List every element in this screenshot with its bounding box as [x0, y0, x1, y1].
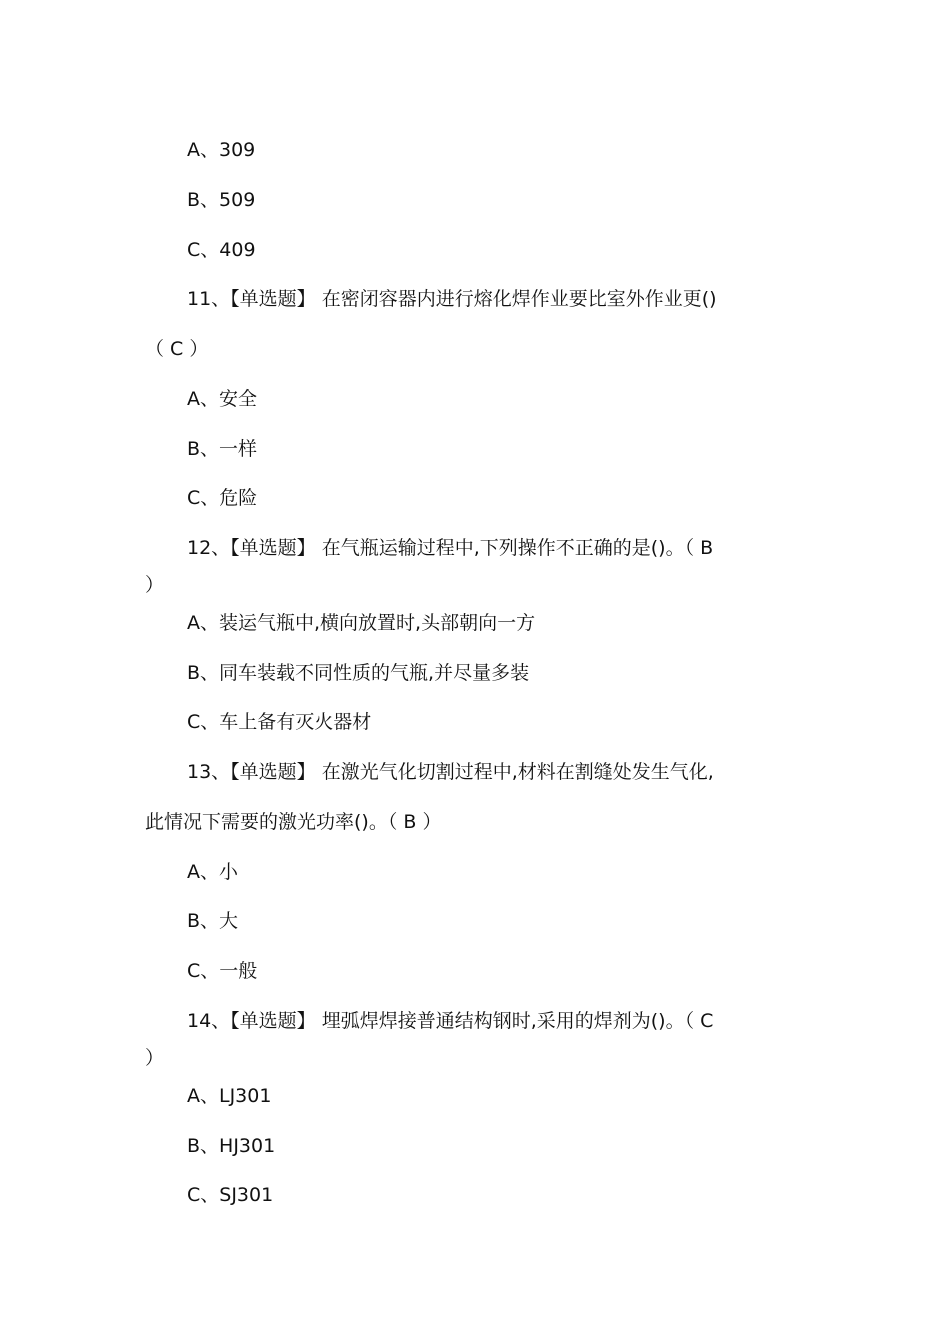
- question-14-answer-close: ）: [145, 1047, 165, 1069]
- option-b: B、同车装载不同性质的气瓶,并尽量多装: [187, 662, 530, 684]
- option-c: C、SJ301: [187, 1184, 274, 1206]
- question-12: 12、【单选题】 在气瓶运输过程中,下列操作不正确的是()。（ B: [187, 537, 714, 559]
- question-13-continuation: 此情况下需要的激光功率()。（ B ）: [145, 811, 442, 833]
- question-11: 11、【单选题】 在密闭容器内进行熔化焊作业要比室外作业更(): [187, 288, 717, 310]
- option-b: B、HJ301: [187, 1135, 276, 1157]
- option-c: C、危险: [187, 487, 258, 509]
- option-a: A、309: [187, 139, 256, 161]
- question-14: 14、【单选题】 埋弧焊焊接普通结构钢时,采用的焊剂为()。（ C: [187, 1010, 714, 1032]
- option-a: A、LJ301: [187, 1085, 272, 1107]
- option-b: B、一样: [187, 438, 258, 460]
- option-c: C、一般: [187, 960, 258, 982]
- option-b: B、509: [187, 189, 256, 211]
- option-b: B、大: [187, 910, 239, 932]
- option-a: A、小: [187, 861, 238, 883]
- question-12-answer-close: ）: [145, 574, 165, 596]
- option-c: C、409: [187, 239, 256, 261]
- option-c: C、车上备有灭火器材: [187, 711, 372, 733]
- question-11-answer: （ C ）: [145, 338, 209, 360]
- question-13: 13、【单选题】 在激光气化切割过程中,材料在割缝处发生气化,: [187, 761, 714, 783]
- option-a: A、装运气瓶中,横向放置时,头部朝向一方: [187, 612, 536, 634]
- option-a: A、安全: [187, 388, 257, 410]
